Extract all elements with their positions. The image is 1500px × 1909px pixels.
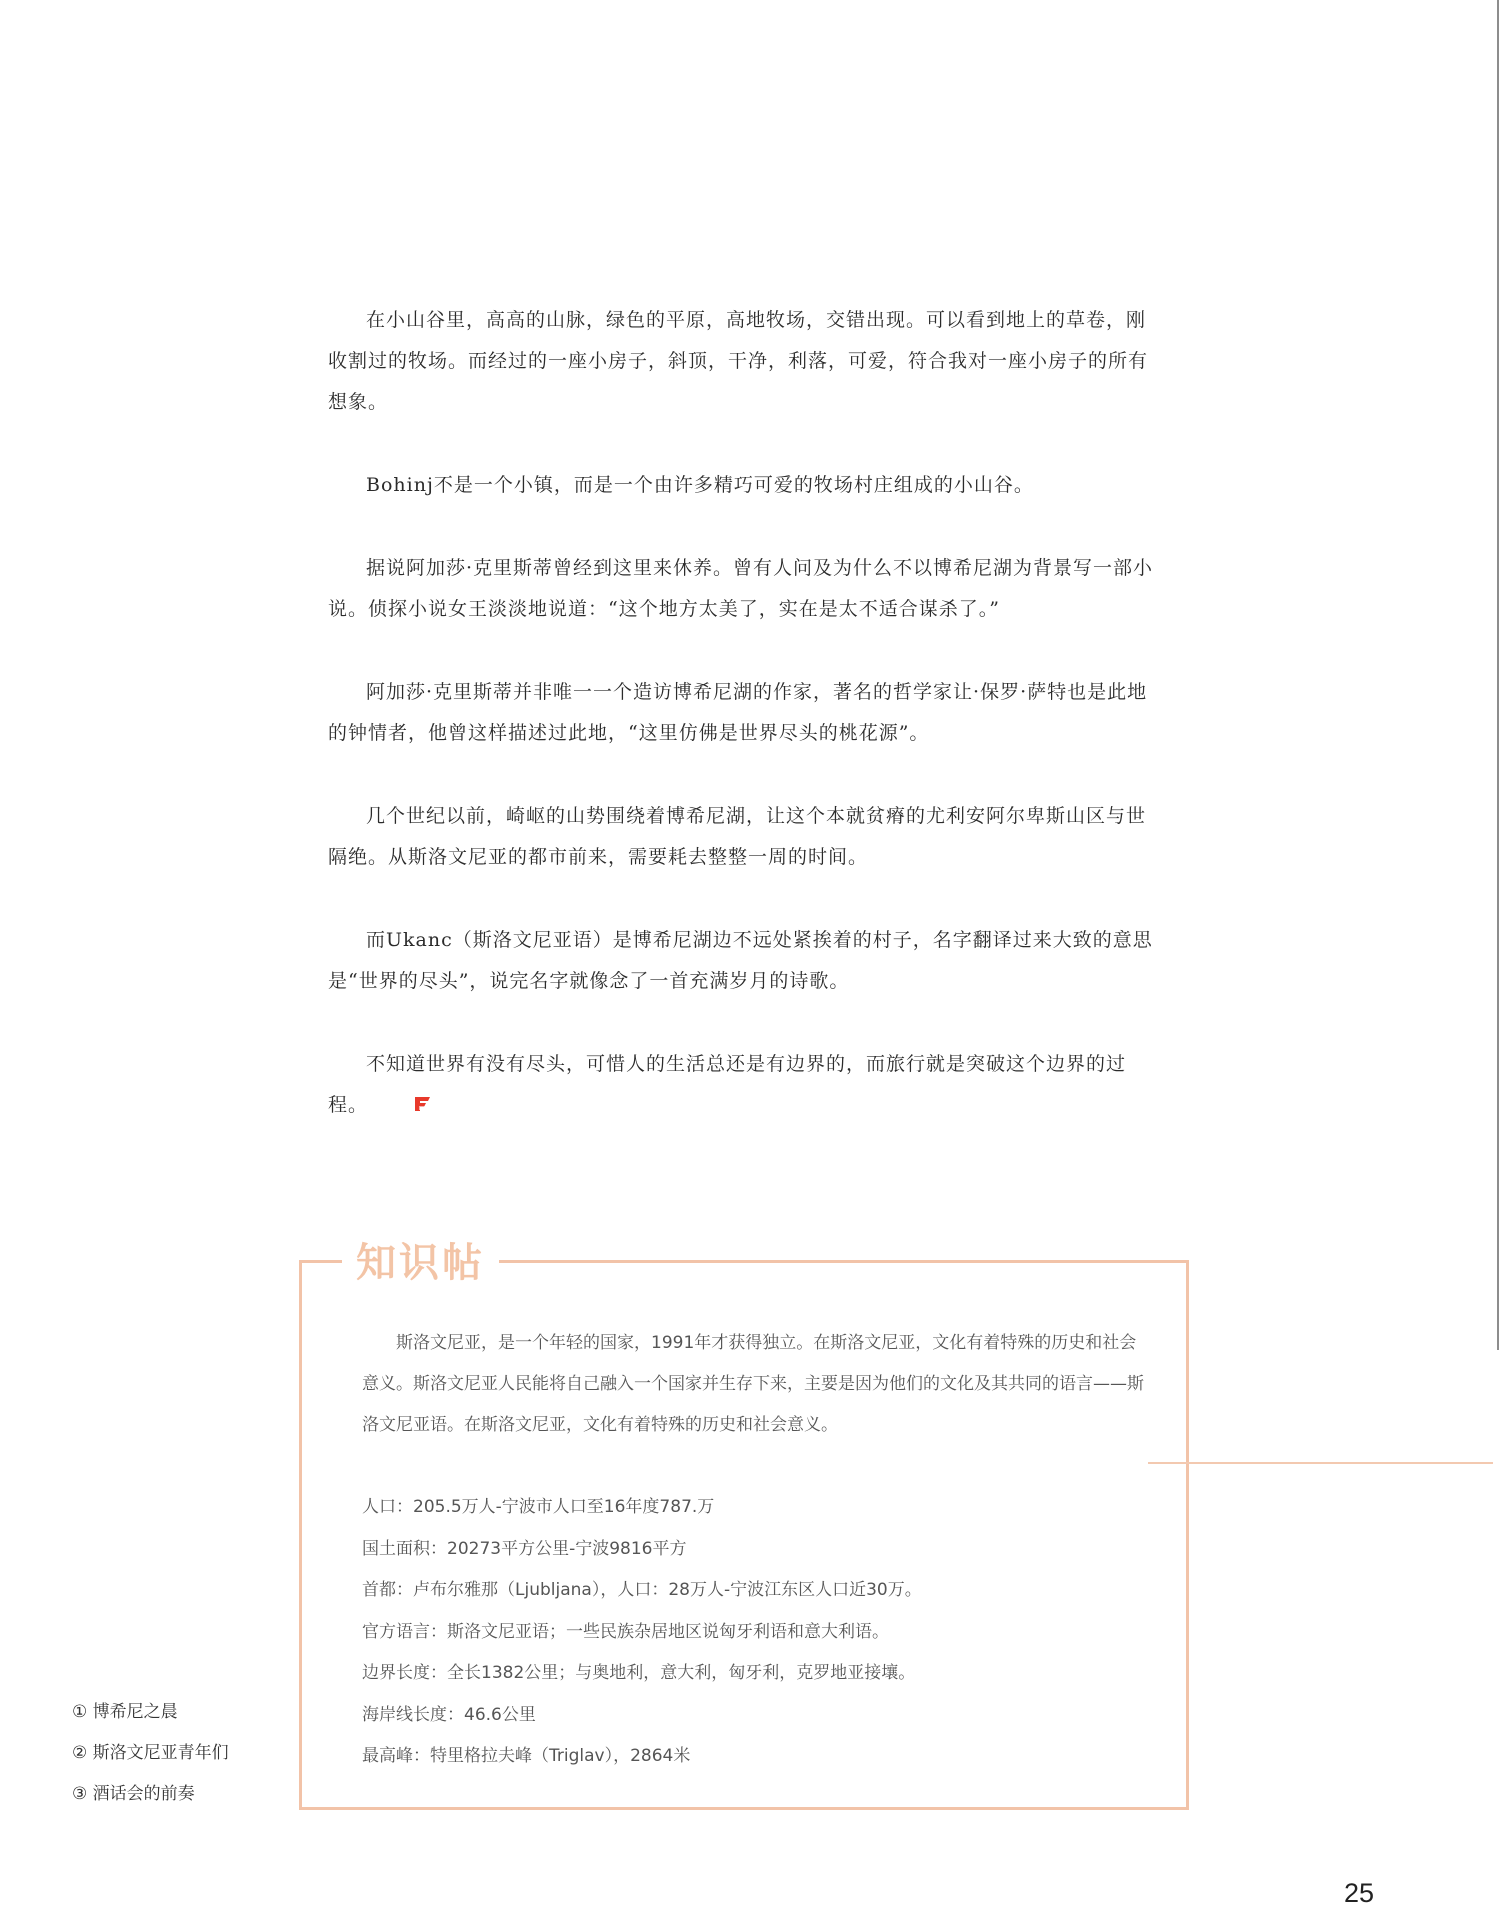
- end-of-article-logo-icon: [374, 1088, 394, 1108]
- fact-official-language: 官方语言：斯洛文尼亚语；一些民族杂居地区说匈牙利语和意大利语。: [362, 1621, 889, 1642]
- article-body: [328, 300, 1164, 1168]
- fact-border-length: 边界长度：全长1382公里；与奥地利，意大利，匈牙利，克罗地亚接壤。: [362, 1663, 916, 1683]
- article-paragraph-5: 几个世纪以前，崎岖的山势围绕着博希尼湖，让这个本就贫瘠的尤利安阿尔卑斯山区与世隔绝。从斯洛文尼亚的都市前来，需要耗去整整一周的时间。: [328, 805, 1147, 868]
- article-paragraph-7: [328, 1044, 1164, 1126]
- decorative-side-line: [1148, 1462, 1493, 1464]
- article-paragraph-6: 而Ukanc（斯洛文尼亚语）是博希尼湖边不远处紧挨着的村子，名字翻译过来大致的意思是“世界的尽头”，说完名字就像念了一首充满岁月的诗歌。: [328, 929, 1153, 992]
- fact-area: 国土面积：20273平方公里-宁波9816平方: [362, 1538, 687, 1559]
- knowledge-box: [299, 1240, 1189, 1810]
- photo-caption-1: ① 博希尼之晨: [72, 1702, 178, 1722]
- page-edge-line: [1497, 0, 1499, 1350]
- knowledge-box-body: [362, 1323, 1152, 1778]
- photo-caption-3: ③ 酒话会的前奏: [72, 1784, 195, 1804]
- article-paragraph-4: 阿加莎·克里斯蒂并非唯一一个造访博希尼湖的作家，著名的哲学家让·保罗·萨特也是此地的钟情者，他曾这样描述过此地，“这里仿佛是世界尽头的桃花源”。: [328, 681, 1148, 744]
- fact-highest-peak: 最高峰：特里格拉夫峰（Triglav），2864米: [362, 1746, 691, 1766]
- fact-population: 人口：205.5万人-宁波市人口至16年度787.万: [362, 1497, 715, 1517]
- knowledge-box-title-wrap: [342, 1235, 499, 1291]
- article-paragraph-2: Bohinj不是一个小镇，而是一个由许多精巧可爱的牧场村庄组成的小山谷。: [366, 474, 1034, 496]
- knowledge-box-title: 知识帖: [356, 1240, 485, 1286]
- article-paragraph-3: 据说阿加莎·克里斯蒂曾经到这里来休养。曾有人问及为什么不以博希尼湖为背景写一部小说。侦探小说女王淡淡地说道：“这个地方太美了，实在是太不适合谋杀了。”: [328, 557, 1154, 620]
- page-number: 25: [1344, 1878, 1375, 1908]
- photo-captions: [72, 1692, 229, 1815]
- article-paragraph-7-text: 不知道世界有没有尽头，可惜人的生活总还是有边界的，而旅行就是突破这个边界的过程。: [328, 1053, 1127, 1116]
- knowledge-box-intro: 斯洛文尼亚，是一个年轻的国家，1991年才获得独立。在斯洛文尼亚，文化有着特殊的历史和社会意义。斯洛文尼亚人民能将自己融入一个国家并生存下来，主要是因为他们的文化及其共同的语言——斯洛文尼亚语。在斯洛文尼亚，文化有着特殊的历史和社会意义。: [362, 1333, 1144, 1435]
- fact-coastline-length: 海岸线长度：46.6公里: [362, 1704, 536, 1725]
- article-paragraph-1: 在小山谷里，高高的山脉，绿色的平原，高地牧场，交错出现。可以看到地上的草卷，刚收割过的牧场。而经过的一座小房子，斜顶，干净，利落，可爱，符合我对一座小房子的所有想象。: [328, 309, 1149, 413]
- fact-capital: 首都：卢布尔雅那（Ljubljana），人口：28万人-宁波江东区人口近30万。: [362, 1580, 922, 1600]
- photo-caption-2: ② 斯洛文尼亚青年们: [72, 1743, 229, 1763]
